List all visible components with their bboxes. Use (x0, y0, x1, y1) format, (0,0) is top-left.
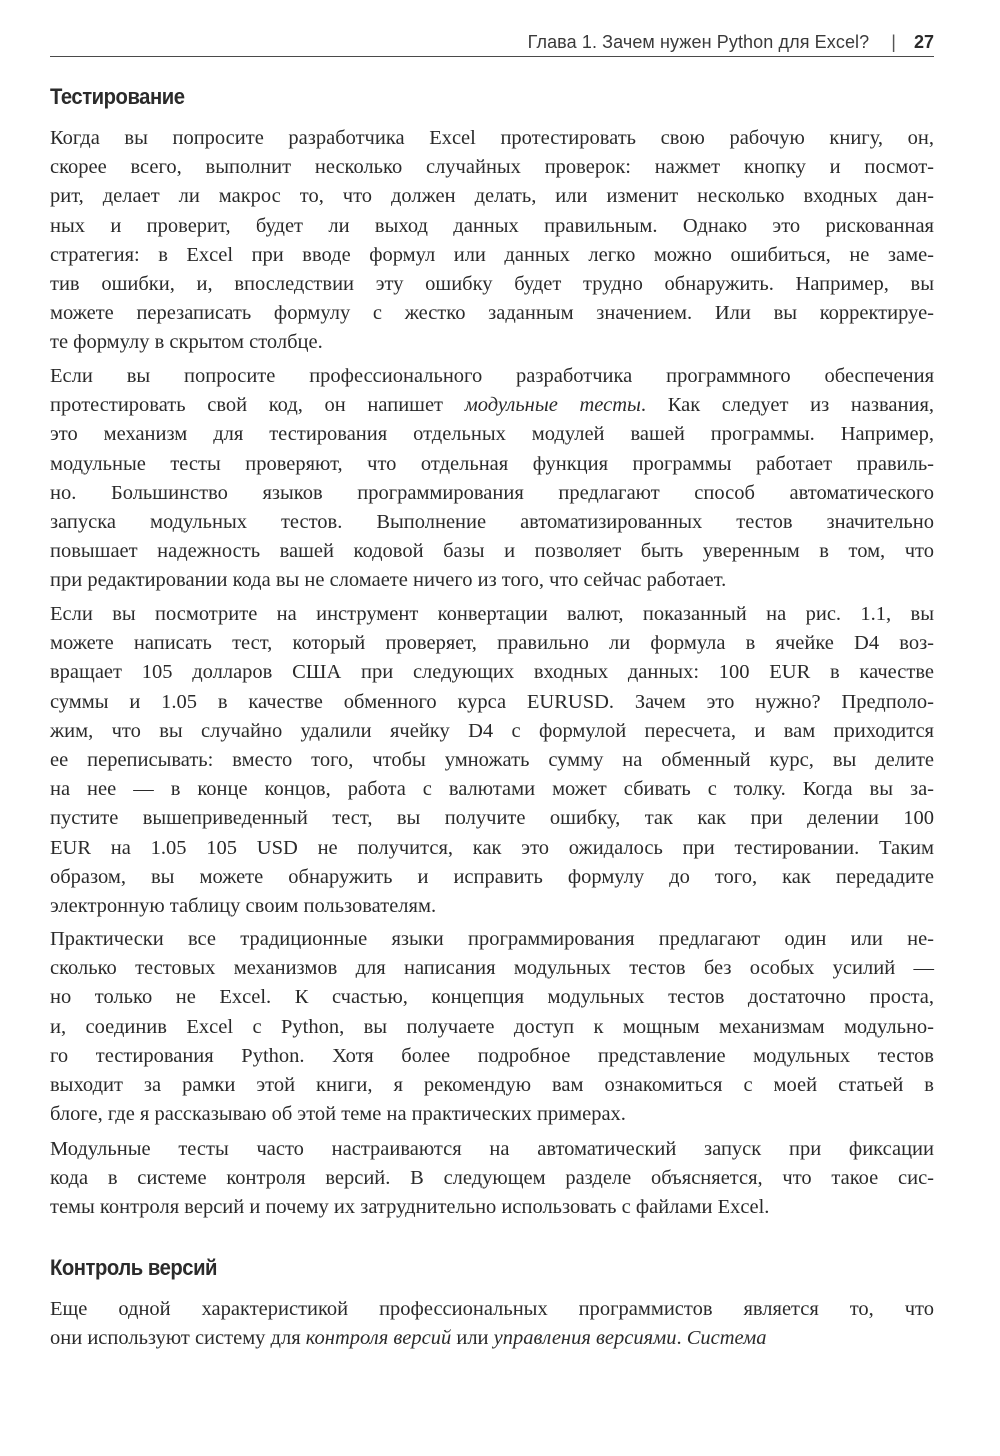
text-line: ее переписывать: вместо того, чтобы умножать сумму на обменный курс, вы делите (50, 748, 934, 771)
italic-term: управления версиями (493, 1327, 677, 1350)
text-line: жим, что вы случайно удалили ячейку D4 с формулой пересчета, и вам приходится (50, 719, 934, 742)
italic-term: контроля версий (305, 1327, 452, 1350)
text-line: те формулу в скрытом столбце. (50, 331, 323, 354)
text-line: Модульные тесты часто настраиваются на автоматический запуск при фиксации (50, 1138, 934, 1160)
text-line: модульные тесты проверяют, что отдельная функция программы работает правиль- (50, 452, 934, 475)
header-separator: | (891, 32, 896, 52)
text-line: Еще одной характеристикой профессиональных программистов является то, что (50, 1298, 934, 1320)
text-line: можете перезаписать формулу с жестко заданным значением. Или вы корректируе- (50, 302, 934, 325)
text-line: скорее всего, выполнит несколько случайных проверок: нажмет кнопку и посмот- (50, 156, 934, 179)
paragraph (50, 362, 934, 596)
text-line: повышает надежность вашей кодовой базы и позволяет быть уверенным в том, что (50, 540, 934, 563)
italic-term: Система (686, 1327, 767, 1350)
chapter-title: Глава 1. Зачем нужен Python для Excel? (527, 32, 870, 52)
text-line: Когда вы попросите разработчика Excel протестировать свою рабочую книгу, он, (50, 127, 934, 149)
text-line: Практически все традиционные языки программирования предлагают один или не- (50, 928, 934, 950)
text-line: запуска модульных тестов. Выполнение автоматизированных тестов значительно (50, 510, 934, 533)
text-line: образом, вы можете обнаружить и исправить формулу до того, как передадите (50, 865, 934, 888)
page-number: 27 (913, 32, 934, 52)
text-line: го тестирования Python. Хотя более подробное представление модульных тестов (50, 1044, 934, 1067)
text-line: кода в системе контроля версий. В следующем разделе объясняется, что такое сис- (50, 1167, 934, 1190)
text-line: и, соединив Excel с Python, вы получаете доступ к мощным механизмам модульно- (50, 1015, 934, 1038)
text-line: суммы и 1.05 в качестве обменного курса EURUSD. Зачем это нужно? Предполо- (50, 690, 934, 713)
text-line: блоге, где я рассказываю об этой теме на практических примерах. (50, 1103, 626, 1126)
text-line: они используют систему для контроля версий или управления версиями. Система (50, 1327, 767, 1350)
text-line: электронную таблицу своим пользователям. (50, 894, 437, 917)
text-line: стратегия: в Excel при вводе формул или данных легко можно ошибиться, не заме- (50, 243, 934, 266)
paragraph (50, 600, 934, 921)
text-line: можете написать тест, который проверяет, правильно ли формула в ячейке D4 воз- (50, 632, 934, 655)
text-line: на нее — в конце концов, работа с валютами может сбивать с толку. Когда вы за- (50, 778, 934, 801)
italic-term: модульные тесты (464, 394, 641, 417)
text-line: при редактировании кода вы не сломаете ничего из того, что сейчас работает. (50, 569, 727, 592)
text-line: ных и проверит, будет ли выход данных правильным. Однако это рискованная (50, 214, 934, 237)
text-line: EUR на 1.05 105 USD не получится, как это ожидалось при тестировании. Таким (50, 836, 934, 859)
paragraph (50, 1295, 934, 1353)
text-line: но. Большинство языков программирования предлагают способ автоматического (50, 481, 934, 504)
text-line: протестировать свой код, он напишет модульные тесты. Как следует из названия, (50, 394, 934, 417)
text-line: рит, делает ли макрос то, что должен делать, или изменит несколько входных дан- (50, 185, 934, 208)
paragraph (50, 1135, 934, 1223)
text-line: вращает 105 долларов США при следующих входных данных: 100 EUR в качестве (50, 661, 934, 684)
text-line: сколько тестовых механизмов для написания модульных тестов без особых усилий — (50, 957, 934, 980)
text-line: это механизм для тестирования отдельных модулей вашей программы. Например, (50, 423, 934, 446)
text-line: пустите вышеприведенный тест, вы получите ошибку, так как при делении 100 (50, 807, 934, 830)
text-line: темы контроля версий и почему их затруднительно использовать с файлами Excel. (50, 1196, 770, 1219)
text-line: Если вы посмотрите на инструмент конвертации валют, показанный на рис. 1.1, вы (50, 603, 934, 625)
running-header (50, 28, 934, 57)
section-heading-testing: Тестирование (50, 84, 185, 109)
text-line: тив ошибки, и, впоследствии эту ошибку будет трудно обнаружить. Например, вы (50, 272, 934, 295)
text-line: но только не Excel. К счастью, концепция модульных тестов достаточно проста, (50, 986, 934, 1009)
paragraph (50, 124, 934, 358)
paragraph (50, 925, 934, 1129)
text-line: Если вы попросите профессионального разработчика программного обеспечения (50, 365, 934, 387)
text-line: выходит за рамки этой книги, я рекомендую вам ознакомиться с моей статьей в (50, 1073, 934, 1096)
section-heading-version-control: Контроль версий (50, 1255, 218, 1280)
